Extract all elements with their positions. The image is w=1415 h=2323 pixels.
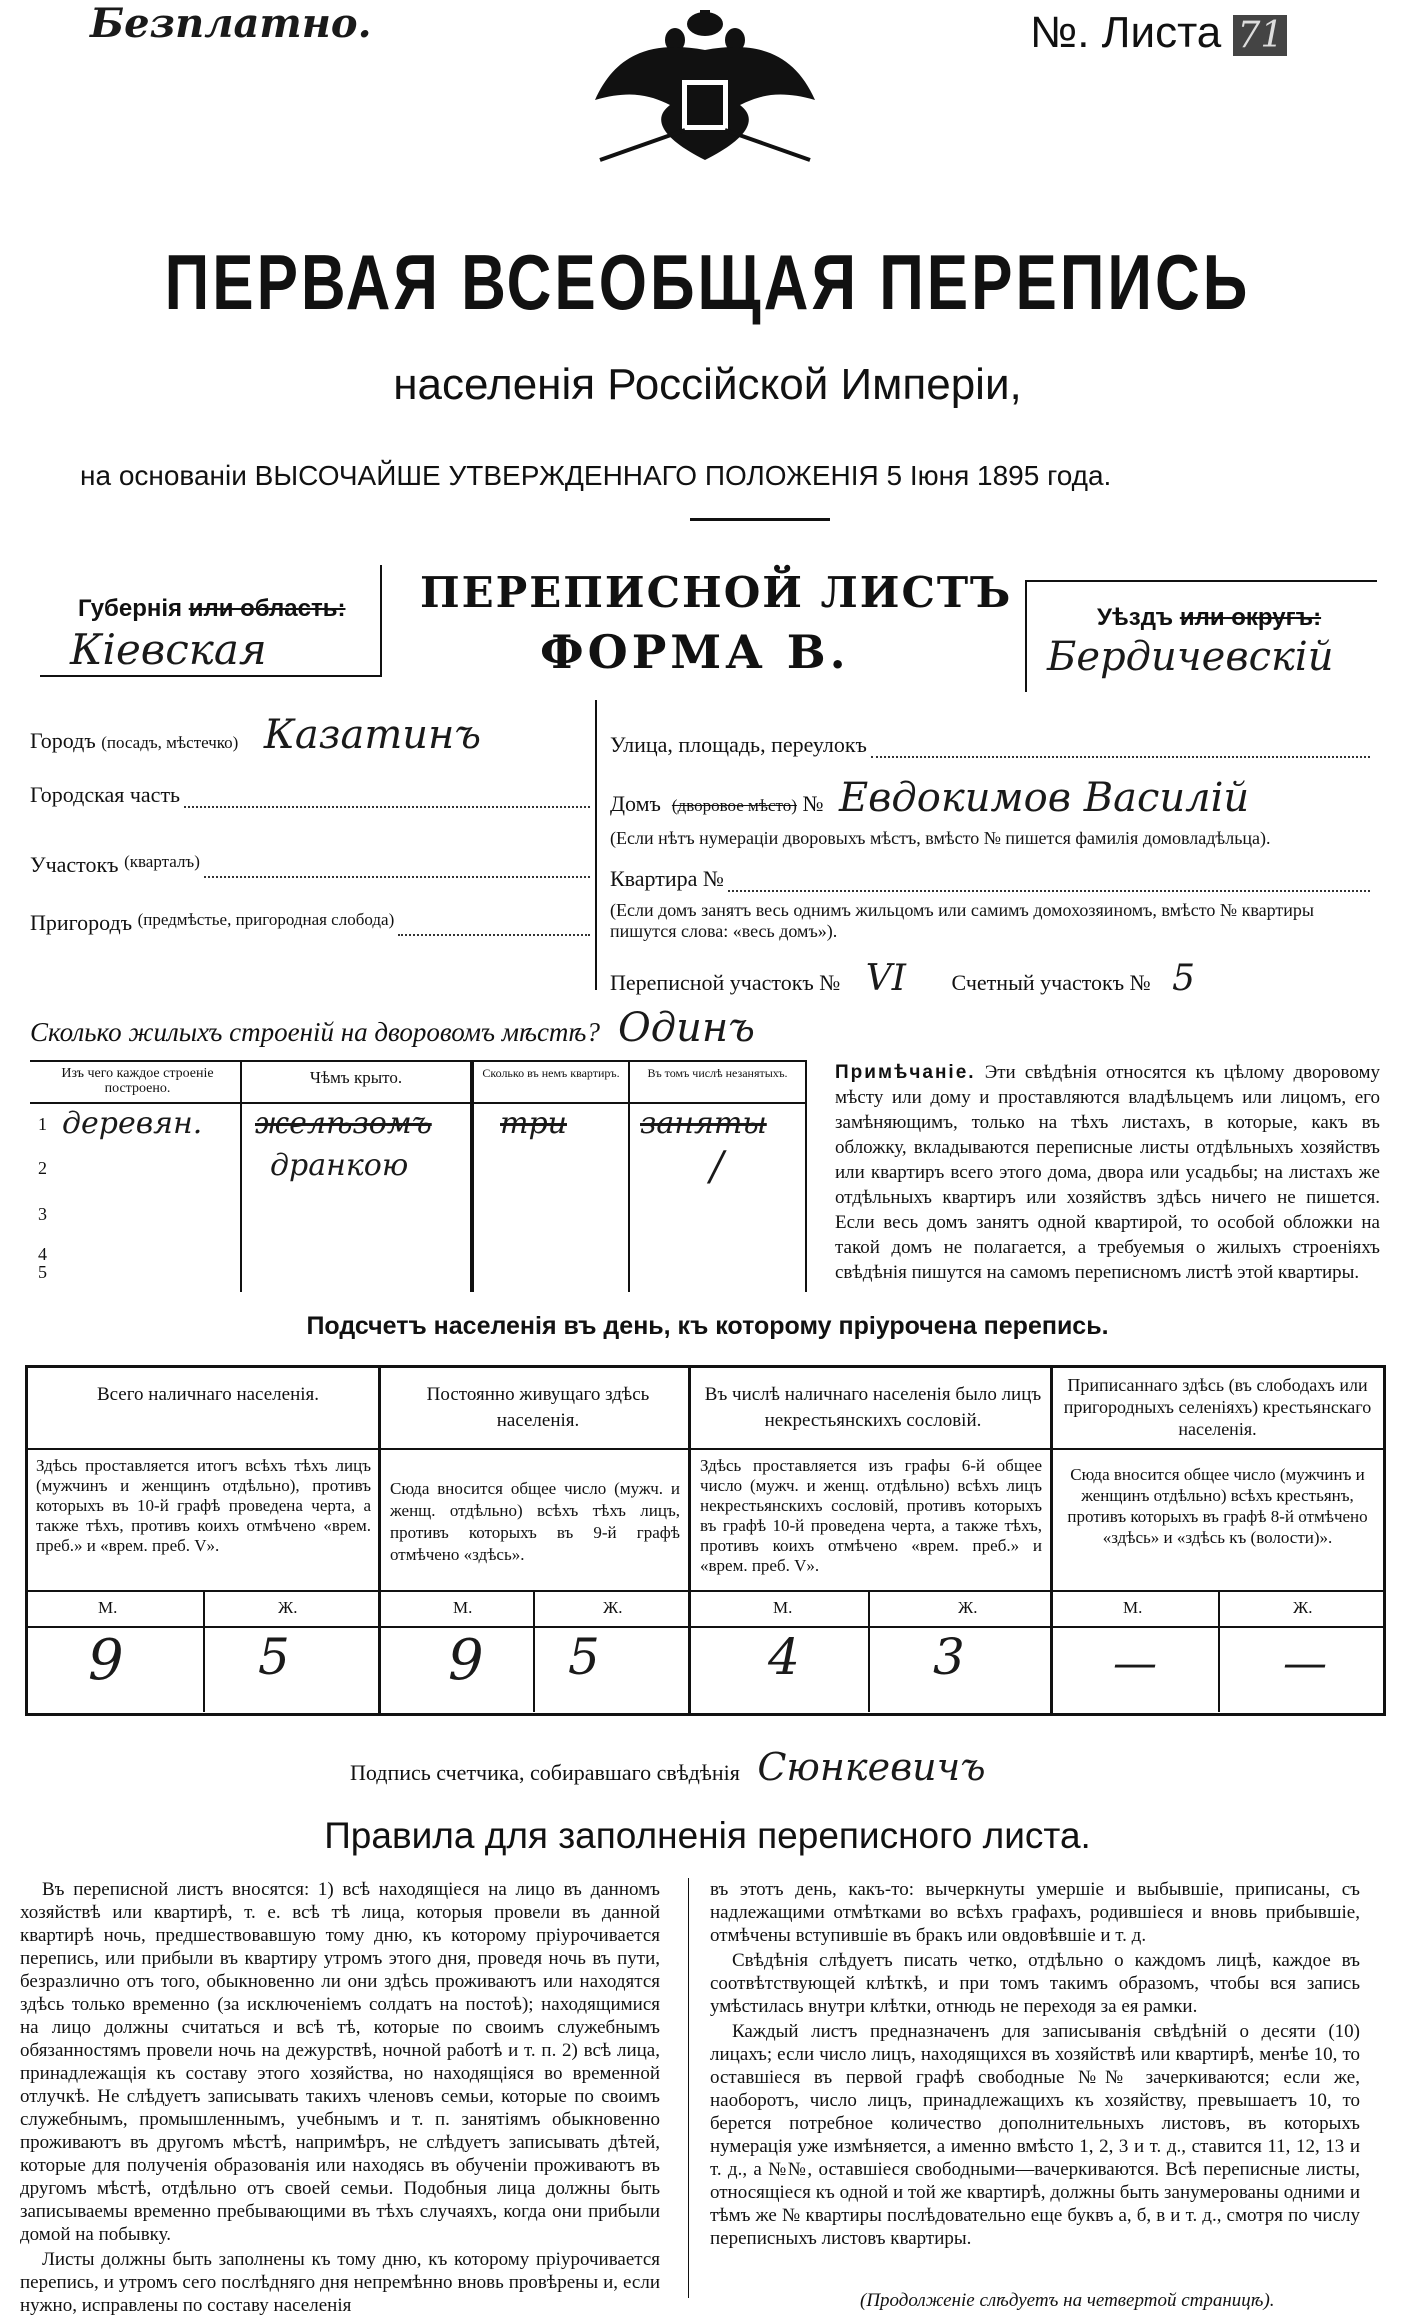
ct-f-total: 5 <box>258 1628 290 1686</box>
ct-mf-div-1 <box>203 1592 205 1712</box>
count-area-label: Счетный участокъ № <box>951 970 1151 995</box>
rules-column-divider <box>688 1878 689 2298</box>
sheet-number-label: №. Листа <box>1030 8 1222 57</box>
title-underline <box>690 518 830 521</box>
rules-left-para-2: Листы должны быть заполнены къ тому дню, къ которому пріурочивается перепись, и утромъ сего послѣдняго дня непремѣнно вновь провѣрены и, если нужно, исправлены по составу населенія <box>20 2249 660 2316</box>
buildings-table <box>30 1060 807 1292</box>
count-table <box>25 1365 1386 1716</box>
bt-row-num: 1 <box>38 1114 47 1134</box>
house-no: № <box>802 791 824 816</box>
rules-right-column <box>710 1878 1360 2252</box>
apartment-label: Квартира № <box>610 866 724 891</box>
bt-row-5 <box>30 1258 805 1294</box>
buildings-question-label: Сколько жилыхъ строеній на дворовомъ мѣстѣ? <box>30 1017 600 1047</box>
district-box <box>1025 580 1377 692</box>
ct-desc-permanent: Сюда вносится общее число (мужч. и женщ. отдѣльно) всѣхъ тѣхъ лицъ, противъ которыхъ въ 9-й графѣ отмѣчено «здѣсь». <box>390 1479 680 1564</box>
signature-value: Сюнкевичъ <box>757 1745 986 1789</box>
sheet-number <box>1030 8 1287 58</box>
bt-roof: желѣзомъ <box>255 1106 432 1141</box>
province-value: Кіевская <box>70 625 267 674</box>
province-struck: или область: <box>188 595 346 622</box>
bt-header-material: Изъ чего каждое строеніе построено. <box>61 1066 214 1096</box>
street-label: Улица, площадь, переулокъ <box>610 732 867 757</box>
fields-divider <box>595 700 597 990</box>
city-label: Городъ <box>30 728 96 753</box>
city-part-field <box>30 782 590 808</box>
bt-header-roof: Чѣмъ крыто. <box>309 1068 403 1087</box>
ct-div-3 <box>1050 1368 1053 1713</box>
form-type: ФОРМА В. <box>540 625 850 679</box>
rules-left-column <box>20 1878 660 2319</box>
page-subtitle: населенія Россійской Имперіи, <box>393 360 1022 409</box>
house-note: (Если нѣтъ нумераціи дворовыхъ мѣстъ, вмѣсто № пишется фамилія домовладѣльца). <box>610 828 1271 848</box>
city-note: (посадъ, мѣстечко) <box>101 733 239 752</box>
street-field <box>610 732 1370 758</box>
precinct-line <box>204 852 590 878</box>
ct-f-label: Ж. <box>278 1598 298 1617</box>
bt-roof: дранкою <box>270 1148 409 1183</box>
ct-div-2 <box>688 1368 691 1713</box>
precinct-label: Участокъ <box>30 852 119 877</box>
signature-field <box>350 1745 1350 1789</box>
bt-row-num: 2 <box>38 1158 47 1178</box>
ct-desc-peasant: Сюда вносится общее число (мужчинъ и женщинъ отдѣльно) всѣхъ крестьянъ, противъ которыхъ въ графѣ 8-й отмѣчено «здѣсь» и «здѣсь къ (волости)». <box>1067 1465 1368 1547</box>
ct-m-permanent: 9 <box>448 1628 484 1693</box>
imperial-eagle-emblem <box>590 10 820 170</box>
signature-label: Подпись счетчика, собиравшаго свѣдѣнія <box>350 1760 740 1785</box>
ct-m-nonpeasant: 4 <box>768 1628 800 1686</box>
page-title: ПЕРВАЯ ВСЕОБЩАЯ ПЕРЕПИСЬ <box>164 240 1251 327</box>
census-area-label: Переписной участокъ № <box>610 970 841 995</box>
suburb-line <box>398 910 590 936</box>
sheet-number-value: 71 <box>1233 15 1287 56</box>
ct-head-rule <box>28 1448 1383 1450</box>
ct-m-total: 9 <box>88 1628 124 1693</box>
note-block <box>835 1060 1380 1285</box>
ct-head-total: Всего наличнаго населенія. <box>96 1384 320 1405</box>
rules-right-para-1: въ этотъ день, какъ-то: вычеркнуты умершіе и выбывшіе, приписаны, съ надлежащими отмѣтками во всѣхъ графахъ, родившіеся и вновь прибывшіе, отмѣчены вступившіе въ бракъ или овдовѣвшіе и т. д. <box>710 1879 1360 1946</box>
bt-header-apts: Сколько въ немъ квартиръ. <box>482 1066 620 1080</box>
rules-right-para-2: Свѣдѣнія слѣдуетъ писать четко, отдѣльно о каждомъ лицѣ, каждое въ соотвѣтствующей клѣткѣ, и при томъ такимъ образомъ, чтобы вся запись умѣстилась внутри клѣтки, отнюдь не переходя за ея рамки. <box>710 1950 1360 2017</box>
form-name: ПЕРЕПИСНОЙ ЛИСТЪ <box>420 568 1013 617</box>
bt-row-num: 5 <box>38 1262 47 1282</box>
province-box <box>40 565 382 677</box>
house-label: Домъ <box>610 791 661 816</box>
ct-mf-rule <box>28 1626 1383 1628</box>
apartment-line <box>728 866 1370 892</box>
house-value: Евдокимов Василій <box>838 775 1250 821</box>
bt-row-3 <box>30 1200 805 1236</box>
suburb-note: (предмѣстье, пригородная слобода) <box>137 910 395 929</box>
ct-f-label: Ж. <box>1293 1598 1313 1617</box>
buildings-question <box>30 1005 930 1051</box>
street-line <box>871 732 1370 758</box>
ct-div-1 <box>378 1368 381 1713</box>
city-part-line <box>184 782 590 808</box>
note-text: Эти свѣдѣнія относятся къ цѣлому дворовому мѣсту или дому и проставляются владѣльцемъ или лицомъ, его замѣняющимъ, только на тѣхъ листахъ, в которые, какъ въ обложку, вкладываются переписные листы отдѣльныхъ хозяйствъ или квартиръ всего этого дома, двора или усадьбы; на листахъ же отдѣльныхъ квартиръ или хозяйствъ здѣсь ничего не пишется. Если весь домъ занятъ одной квартирой, то особой обложки на такой домъ не полагается, а требуемыя о жилыхъ строеніяхъ свѣдѣнія пишутся на самомъ переписномъ листѣ этой квартиры. <box>835 1062 1380 1283</box>
ct-m-label: М. <box>773 1598 793 1617</box>
ct-m-label: М. <box>1123 1598 1143 1617</box>
free-label: Безплатно. <box>90 0 372 47</box>
rules-title: Правила для заполненія переписного листа. <box>324 1815 1091 1856</box>
bt-apts: три <box>500 1106 567 1141</box>
census-areas <box>610 958 1390 999</box>
city-value: Казатинъ <box>263 712 482 758</box>
ct-desc-total: Здѣсь проставляется итогъ всѣхъ тѣхъ лицъ (мужчинъ и женщинъ отдѣльно), противъ которыхъ въ 10-й графѣ проведена черта, а также тѣхъ, противъ коихъ отмѣчено «врем. преб.» и «врем. преб. V». <box>36 1456 371 1555</box>
rules-right-para-3: Каждый листъ предназначенъ для записыванія свѣдѣній о десяти (10) лицахъ; если число лицъ, находящихся въ хозяйствѣ или квартирѣ, менѣе 10, то оставшіеся въ первой графѣ свободные №№ зачеркиваются; если же, наоборотъ, число лицъ, принадлежащихъ къ хозяйству, превышаетъ 10, то берется потребное количество дополнительныхъ листовъ, въ которыхъ нумерація уже измѣняется, а именно вмѣсто 1, 2, 3 и т. д., ставится 11, 12, 13 и т. д., а №№, оставшіеся свободными—вачеркиваются. Всѣ переписные листы, относящіеся къ одной и той же квартирѣ, должны быть занумерованы одними и тѣмъ же № квартиры послѣдовательно еще буквъ а, б, в и т. д., смотря по числу переписныхъ листовъ квартиры. <box>710 2021 1360 2249</box>
district-value: Бердичевскій <box>1047 634 1334 680</box>
ct-f-peasant: — <box>1283 1638 1327 1689</box>
ct-m-peasant: — <box>1113 1638 1157 1689</box>
count-title: Подсчетъ населенія въ день, къ которому пріурочена перепись. <box>306 1312 1109 1340</box>
province-label: Губернія <box>78 595 183 622</box>
house-field <box>610 775 1370 821</box>
suburb-label: Пригородъ <box>30 910 133 935</box>
ct-mf-div-4 <box>1218 1592 1220 1712</box>
census-area-value: VI <box>865 958 906 999</box>
bt-row-num: 4 <box>38 1244 47 1264</box>
house-struck: (дворовое мѣсто) <box>671 796 797 815</box>
precinct-field <box>30 852 590 878</box>
note-label: Примѣчаніе. <box>835 1062 976 1083</box>
ct-desc-rule <box>28 1590 1383 1592</box>
bt-row-1 <box>30 1106 805 1146</box>
district-struck: или округъ: <box>1179 604 1322 631</box>
ct-m-label: М. <box>453 1598 473 1617</box>
bt-row-num: 3 <box>38 1204 47 1224</box>
ct-f-label: Ж. <box>958 1598 978 1617</box>
ct-f-label: Ж. <box>603 1598 623 1617</box>
count-area-value: 5 <box>1172 958 1196 999</box>
ct-f-nonpeasant: 3 <box>933 1628 965 1686</box>
city-field <box>30 712 590 758</box>
bt-row-2 <box>30 1144 805 1190</box>
rules-left-para-1: Въ переписной листъ вносятся: 1) всѣ находящіеся на лицо въ данномъ хозяйствѣ или квартирѣ, т. е. всѣ тѣ лица, которыя провели въ данной квартирѣ ночь, предшествовавшую тому дню, къ которому пріурочивается перепись, или прибыли въ квартиру утромъ этого дня, проведя ночь въ пути, безразлично отъ того, обыкновенно ли они здѣсь проживаютъ или находятся здѣсь только временно (за исключеніемъ солдатъ на постоѣ); находящимися на лицо должны считаться и всѣ тѣ, которые по своимъ служебнымъ обязанностямъ провели ночь на дежурствѣ, ночной работѣ и т. п. 2) всѣ лица, принадлежащія къ составу этого хозяйства, но находящіяся во временной отлучкѣ. Не слѣдуетъ записывать такихъ членовъ семьи, которые по своимъ служебнымъ, промышленнымъ, учебнымъ и т. п. занятіямъ обыкновенно проживаютъ въ другомъ мѣстѣ, напримѣръ, не слѣдуетъ записывать дѣтей, которые для полученія образованія или находясь въ обученіи проживаютъ въ другомъ мѣстѣ, отдѣльно отъ своей семьи. Подобныя лица должны быть записываемы временно пребывающими въ тѣхъ случаяхъ, когда они прибыли домой на побывку. <box>20 1879 660 2245</box>
ct-f-permanent: 5 <box>568 1628 600 1686</box>
ct-desc-nonpeasant: Здѣсь проставляется изъ графы 6-й общее число (мужч. и женщ. отдѣльно) всѣхъ лицъ некрестьянскихъ сословій, противъ которыхъ въ графѣ 10-й проведена черта, а также тѣхъ, противъ коихъ отмѣчено «врем. преб.» и «врем. преб. V». <box>700 1456 1042 1575</box>
buildings-answer: Одинъ <box>617 1005 755 1051</box>
legal-basis: на основаніи ВЫСОЧАЙШЕ УТВЕРЖДЕННАГО ПОЛОЖЕНІЯ 5 Іюня 1895 года. <box>80 460 1112 491</box>
ct-mf-div-2 <box>533 1592 535 1712</box>
bt-vacant: заняты <box>640 1106 767 1141</box>
precinct-note: (кварталъ) <box>124 852 200 871</box>
bt-header-vacant: Въ томъ числѣ незанятыхъ. <box>647 1066 788 1080</box>
ct-mf-div-3 <box>868 1592 870 1712</box>
bt-vacant: / <box>710 1144 724 1190</box>
ct-head-permanent: Постоянно живущаго здѣсь населенія. <box>426 1384 650 1431</box>
ct-m-label: М. <box>98 1598 118 1617</box>
suburb-field <box>30 910 590 936</box>
rules-continued: (Продолженіе слѣдуетъ на четвертой страницѣ). <box>860 2290 1275 2311</box>
apartment-field <box>610 866 1370 892</box>
apartment-note: (Если домъ занятъ весь однимъ жильцомъ или самимъ домохозяиномъ, вмѣсто № квартиры пишутся слова: «весь домъ»). <box>610 900 1314 941</box>
bt-header-rule <box>30 1102 805 1104</box>
ct-head-peasant: Приписаннаго здѣсь (въ слободахъ или пригородныхъ селеніяхъ) крестьянскаго населенія. <box>1063 1375 1372 1439</box>
district-label: Уѣздъ <box>1097 604 1174 631</box>
ct-head-nonpeasant: Въ числѣ наличнаго населенія было лицъ некрестьянскихъ сословій. <box>704 1384 1042 1431</box>
bt-material: деревян. <box>62 1106 203 1141</box>
city-part-label: Городская часть <box>30 782 181 807</box>
